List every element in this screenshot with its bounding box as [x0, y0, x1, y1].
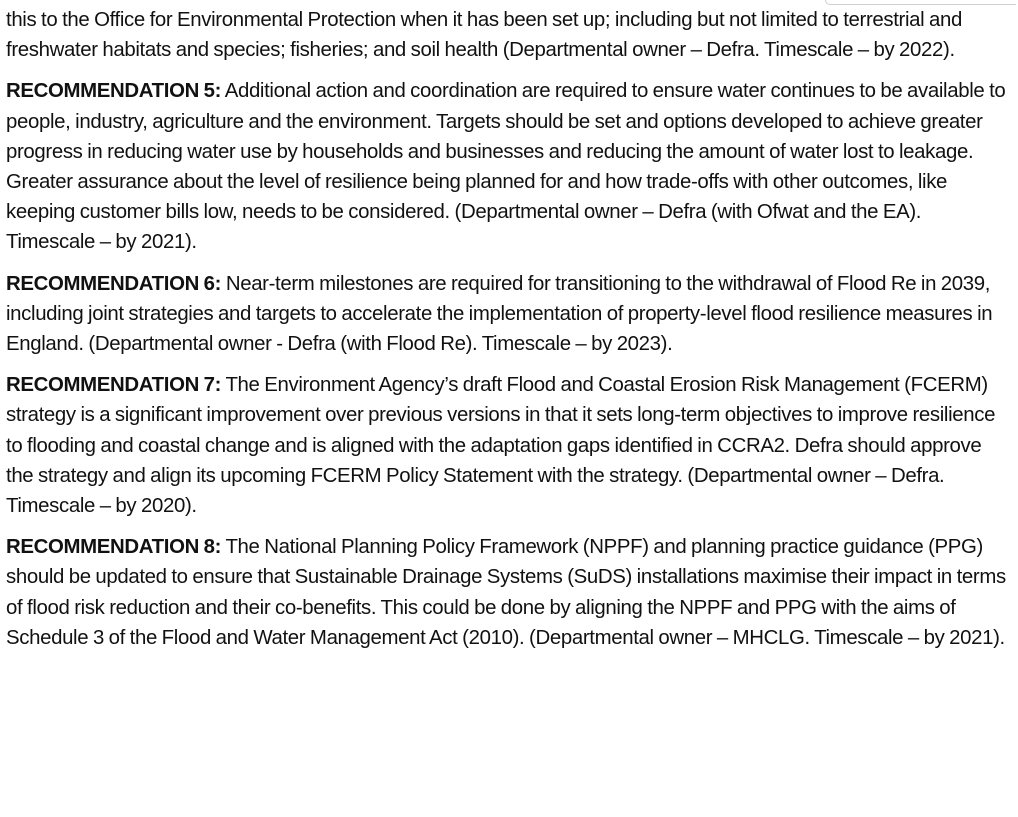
intro-paragraph: this to the Office for Environmental Protection when it has been set up; including but not limited to terrestrial and freshwater habitats and species; fisheries; and soil health (Departmental owner – Defra. Timescale – by 2022). — [6, 9, 963, 62]
recommendation-5-text: Additional action and coordination are required to ensure water continues to be available to people, industry, agriculture and the environment. Targets should be set and options developed to achieve greater progress in reducing water use by households and businesses and reducing the amount of water lost to leakage. Greater assurance about the level of resilience being planned for and how trade-offs with other outcomes, like keeping customer bills low, needs to be considered. (Departmental owner – Defra (with Ofwat and the EA). Timescale – by 2021). — [6, 80, 1006, 254]
recommendation-5 — [6, 76, 1012, 257]
recommendation-5-label: RECOMMENDATION 5: — [6, 80, 222, 103]
recommendation-6 — [6, 269, 1012, 360]
recommendation-7-text: The Environment Agency’s draft Flood and Coastal Erosion Risk Management (FCERM) strategy is a significant improvement over previous versions in that it sets long-term objectives to improve resilience to flooding and coastal change and is aligned with the adaptation gaps identified in CCRA2. Defra should approve the strategy and align its upcoming FCERM Policy Statement with the strategy. (Departmental owner – Defra. Timescale – by 2020). — [6, 374, 996, 518]
recommendation-6-label: RECOMMENDATION 6: — [6, 272, 222, 295]
recommendation-8-text: The National Planning Policy Framework (NPPF) and planning practice guidance (PPG) should be updated to ensure that Sustainable Drainage Systems (SuDS) installations maximise their impact in terms of flood risk reduction and their co-benefits. This could be done by aligning the NPPF and PPG with the aims of Schedule 3 of the Flood and Water Management Act (2010). (Departmental owner – MHCLG. Timescale – by 2021). — [6, 536, 1006, 649]
recommendation-7 — [6, 370, 1012, 521]
document-page — [6, 5, 1012, 664]
recommendation-8-label: RECOMMENDATION 8: — [6, 536, 222, 559]
recommendation-6-text: Near-term milestones are required for transitioning to the withdrawal of Flood Re in 2039, including joint strategies and targets to accelerate the implementation of property-level flood resilience measures in England. (Departmental owner - Defra (with Flood Re). Timescale – by 2023). — [6, 272, 993, 356]
recommendation-7-label: RECOMMENDATION 7: — [6, 374, 222, 397]
recommendation-8 — [6, 532, 1012, 653]
